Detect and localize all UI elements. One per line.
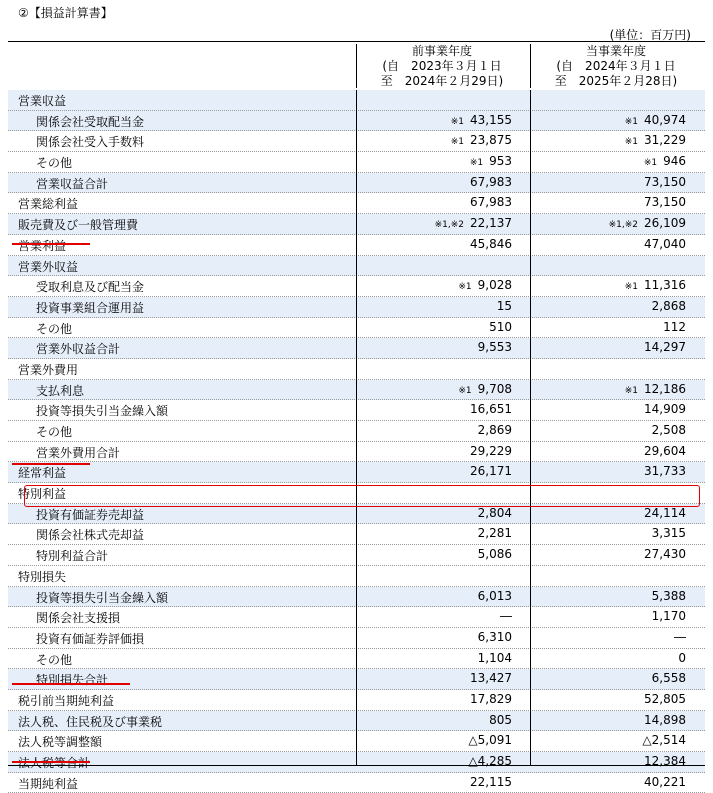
amount-cur: 40,221 — [644, 774, 686, 789]
amount-prev: ― — [500, 609, 512, 624]
amount-prev: 6,013 — [477, 588, 512, 603]
row-value-prev — [356, 278, 526, 292]
unit-label: (単位：百万円) — [609, 28, 691, 42]
row-value-cur — [530, 237, 700, 251]
column-divider-cur — [530, 90, 531, 765]
row-value-cur — [530, 568, 700, 582]
row-label: 税引前当期純利益 — [18, 693, 115, 708]
header-cur-line-2: (自 2024年３月１日 — [556, 59, 676, 73]
row-value-prev — [356, 630, 526, 644]
row-value-cur — [530, 113, 700, 127]
header-prev-line-2: (自 2023年３月１日 — [382, 59, 502, 73]
amount-prev — [512, 92, 526, 106]
row-value-cur — [530, 589, 700, 603]
row-label: 経常利益 — [18, 466, 67, 481]
amount-cur: 1,170 — [651, 609, 686, 624]
row-label: 営業外費用合計 — [36, 445, 121, 460]
amount-cur: 26,109 — [644, 216, 686, 231]
amount-prev: 2,281 — [477, 526, 512, 541]
row-value-cur — [530, 547, 700, 561]
amount-prev: 5,086 — [477, 547, 512, 562]
row-label: その他 — [36, 156, 73, 171]
row-value-cur — [530, 464, 700, 478]
row-value-cur — [530, 526, 700, 540]
row-label: 特別利益 — [18, 487, 67, 502]
row-value-cur — [530, 609, 700, 623]
amount-cur: 2,868 — [651, 298, 686, 313]
amount-prev: 22,115 — [470, 774, 512, 789]
amount-prev: 26,171 — [470, 464, 512, 479]
amount-prev: 13,427 — [470, 671, 512, 686]
amount-cur: 0 — [678, 650, 686, 665]
row-label: 営業外収益合計 — [36, 342, 121, 357]
amount-prev: 67,983 — [470, 174, 512, 189]
row-label: その他 — [36, 425, 73, 439]
row-value-prev — [356, 195, 526, 209]
row-value-cur — [530, 692, 700, 706]
amount-prev: △5,091 — [468, 733, 512, 748]
amount-cur: 12,186 — [644, 381, 686, 396]
row-value-cur — [530, 506, 700, 520]
note-mark-cur: ※1 — [624, 282, 638, 293]
underline-operating-profit — [12, 243, 90, 245]
statement-title: ②【損益計算書】 — [18, 6, 113, 20]
row-value-cur — [530, 361, 700, 375]
row-value-cur — [530, 299, 700, 313]
row-value-cur — [530, 258, 700, 272]
row-value-cur — [530, 278, 700, 292]
row-value-prev — [356, 589, 526, 603]
underline-ordinary-profit — [12, 463, 90, 465]
row-value-prev — [356, 506, 526, 520]
row-value-cur — [530, 733, 700, 747]
row-value-prev — [356, 402, 526, 416]
row-label: 販売費及び一般管理費 — [18, 218, 139, 233]
amount-cur: 52,805 — [644, 691, 686, 706]
amount-cur: 5,388 — [651, 588, 686, 603]
column-divider-prev — [356, 90, 357, 765]
row-value-prev — [356, 237, 526, 251]
amount-prev: 953 — [489, 154, 512, 169]
amount-cur — [686, 258, 700, 272]
row-value-cur — [530, 340, 700, 354]
row-value-prev — [356, 651, 526, 665]
amount-cur: 31,229 — [644, 133, 686, 148]
amount-cur: 73,150 — [644, 174, 686, 189]
row-value-cur — [530, 775, 700, 789]
amount-cur: ― — [674, 629, 686, 644]
row-label: 関係会社株式売却益 — [36, 528, 145, 543]
amount-prev: 9,028 — [477, 278, 512, 293]
header-prev-line-1: 前事業年度 — [411, 44, 472, 58]
note-mark-cur: ※1 — [643, 158, 658, 169]
amount-prev — [512, 568, 526, 582]
amount-cur: 24,114 — [644, 505, 686, 520]
row-value-cur — [530, 175, 700, 189]
header-cur-line-3: 至 2025年２月28日) — [554, 74, 678, 88]
amount-prev — [512, 361, 526, 375]
note-mark-cur: ※1 — [624, 385, 638, 396]
amount-cur: 12,384 — [644, 754, 686, 768]
note-mark-prev: ※1,※2 — [434, 220, 464, 231]
header-cur-line-1: 当事業年度 — [585, 44, 646, 58]
amount-prev: 805 — [489, 712, 512, 727]
amount-cur: 31,733 — [644, 464, 686, 479]
row-value-cur — [530, 382, 700, 396]
row-value-prev — [356, 175, 526, 189]
row-label: 営業利益 — [18, 238, 67, 253]
amount-prev: 43,155 — [470, 112, 512, 127]
amount-cur: 73,150 — [644, 195, 686, 210]
row-value-prev — [356, 216, 526, 230]
row-value-cur — [530, 195, 700, 209]
amount-prev — [512, 258, 526, 272]
amount-cur: 40,974 — [644, 112, 686, 127]
underline-net-profit — [12, 761, 90, 763]
row-value-prev — [356, 609, 526, 623]
note-mark-prev: ※1 — [458, 385, 472, 396]
row-label: 当期純利益 — [18, 776, 79, 791]
underline-pretax-profit — [12, 683, 130, 685]
row-label: 関係会社受取配当金 — [36, 114, 145, 129]
row-value-prev — [356, 444, 526, 458]
row-label: 投資等損失引当金繰入額 — [36, 590, 169, 605]
row-value-prev — [356, 568, 526, 582]
row-label: その他 — [36, 321, 73, 336]
row-label: 営業収益合計 — [36, 176, 109, 191]
amount-prev: 67,983 — [470, 195, 512, 210]
header-prev-period — [356, 44, 527, 88]
row-value-prev — [356, 733, 526, 747]
amount-cur: 14,297 — [644, 340, 686, 355]
row-value-prev — [356, 361, 526, 375]
row-value-prev — [356, 258, 526, 272]
row-value-prev — [356, 133, 526, 147]
row-value-cur — [530, 320, 700, 334]
amount-prev: 29,229 — [470, 443, 512, 458]
row-value-cur — [530, 402, 700, 416]
header-cur-period — [530, 44, 701, 88]
row-value-cur — [530, 423, 700, 437]
row-label: 法人税、住民税及び事業税 — [18, 714, 163, 729]
amount-prev: △4,285 — [468, 754, 512, 768]
column-header — [8, 41, 705, 91]
row-value-cur — [530, 630, 700, 644]
row-value-prev — [356, 526, 526, 540]
note-mark-prev: ※1 — [450, 137, 464, 148]
amount-prev: 510 — [489, 319, 512, 334]
row-value-prev — [356, 713, 526, 727]
row-value-prev — [356, 154, 526, 168]
note-mark-prev: ※1 — [450, 116, 464, 127]
amount-prev: 15 — [496, 298, 512, 313]
row-value-cur — [530, 713, 700, 727]
row-label: 関係会社受入手数料 — [36, 135, 145, 150]
row-value-cur — [530, 671, 700, 685]
row-value-cur — [530, 444, 700, 458]
header-prev-line-3: 至 2024年２月29日) — [380, 74, 504, 88]
row-label: 営業収益 — [18, 94, 67, 108]
row-label: 営業外費用 — [18, 362, 79, 377]
amount-prev: 23,875 — [470, 133, 512, 148]
row-label: 特別損失 — [18, 569, 67, 584]
amount-cur: 47,040 — [644, 236, 686, 251]
amount-prev: 2,804 — [477, 505, 512, 520]
note-mark-cur: ※1 — [624, 137, 638, 148]
row-label: 受取利息及び配当金 — [36, 280, 145, 295]
row-value-prev — [356, 92, 526, 106]
amount-cur: △2,514 — [642, 733, 686, 748]
amount-cur: 14,909 — [644, 402, 686, 417]
amount-cur — [686, 92, 700, 106]
amount-cur: 6,558 — [651, 671, 686, 686]
row-label: 投資等損失引当金繰入額 — [36, 404, 169, 419]
row-label: 法人税等合計 — [18, 756, 91, 770]
row-label: 投資有価証券評価損 — [36, 631, 145, 646]
row-value-prev — [356, 671, 526, 685]
row-label: 関係会社支援損 — [36, 611, 121, 626]
amount-cur: 3,315 — [651, 526, 686, 541]
amount-cur: 2,508 — [651, 423, 686, 437]
row-label: 営業総利益 — [18, 197, 79, 212]
amount-prev: 1,104 — [477, 650, 512, 665]
row-value-cur — [530, 216, 700, 230]
row-value-prev — [356, 299, 526, 313]
row-value-prev — [356, 382, 526, 396]
note-mark-cur: ※1,※2 — [608, 220, 638, 231]
row-label: 投資事業組合運用益 — [36, 300, 145, 315]
row-value-cur — [530, 133, 700, 147]
amount-cur — [686, 361, 700, 375]
highlight-box-securities-gain — [24, 485, 700, 507]
row-value-prev — [356, 113, 526, 127]
amount-prev: 9,553 — [477, 340, 512, 355]
amount-cur: 27,430 — [644, 547, 686, 562]
row-label: 営業外収益 — [18, 259, 79, 274]
row-value-prev — [356, 547, 526, 561]
row-value-cur — [530, 92, 700, 106]
amount-prev: 16,651 — [470, 402, 512, 417]
amount-cur — [686, 568, 700, 582]
row-label: 特別利益合計 — [36, 549, 109, 564]
amount-prev: 45,846 — [470, 236, 512, 251]
row-value-prev — [356, 423, 526, 437]
amount-prev: 17,829 — [470, 691, 512, 706]
note-mark-prev: ※1 — [469, 158, 484, 169]
table-row — [8, 773, 705, 793]
amount-cur: 14,898 — [644, 712, 686, 727]
row-value-cur — [530, 651, 700, 665]
row-value-prev — [356, 692, 526, 706]
amount-cur: 11,316 — [644, 278, 686, 293]
amount-cur: 29,604 — [644, 443, 686, 458]
amount-cur: 112 — [663, 319, 686, 334]
amount-prev: 22,137 — [470, 216, 512, 231]
row-value-prev — [356, 775, 526, 789]
row-label: 特別損失合計 — [36, 673, 109, 688]
row-label: 支払利息 — [36, 383, 85, 398]
amount-prev: 9,708 — [477, 381, 512, 396]
amount-prev: 2,869 — [477, 423, 512, 437]
row-label: 投資有価証券売却益 — [36, 507, 145, 522]
amount-cur: 946 — [663, 154, 686, 169]
row-value-prev — [356, 464, 526, 478]
row-value-prev — [356, 340, 526, 354]
row-label: その他 — [36, 652, 73, 667]
amount-prev: 6,310 — [477, 629, 512, 644]
note-mark-prev: ※1 — [458, 282, 472, 293]
row-label: 法人税等調整額 — [18, 735, 103, 750]
row-value-cur — [530, 154, 700, 168]
row-value-prev — [356, 320, 526, 334]
table-bottom-rule — [8, 765, 705, 766]
note-mark-cur: ※1 — [624, 116, 638, 127]
